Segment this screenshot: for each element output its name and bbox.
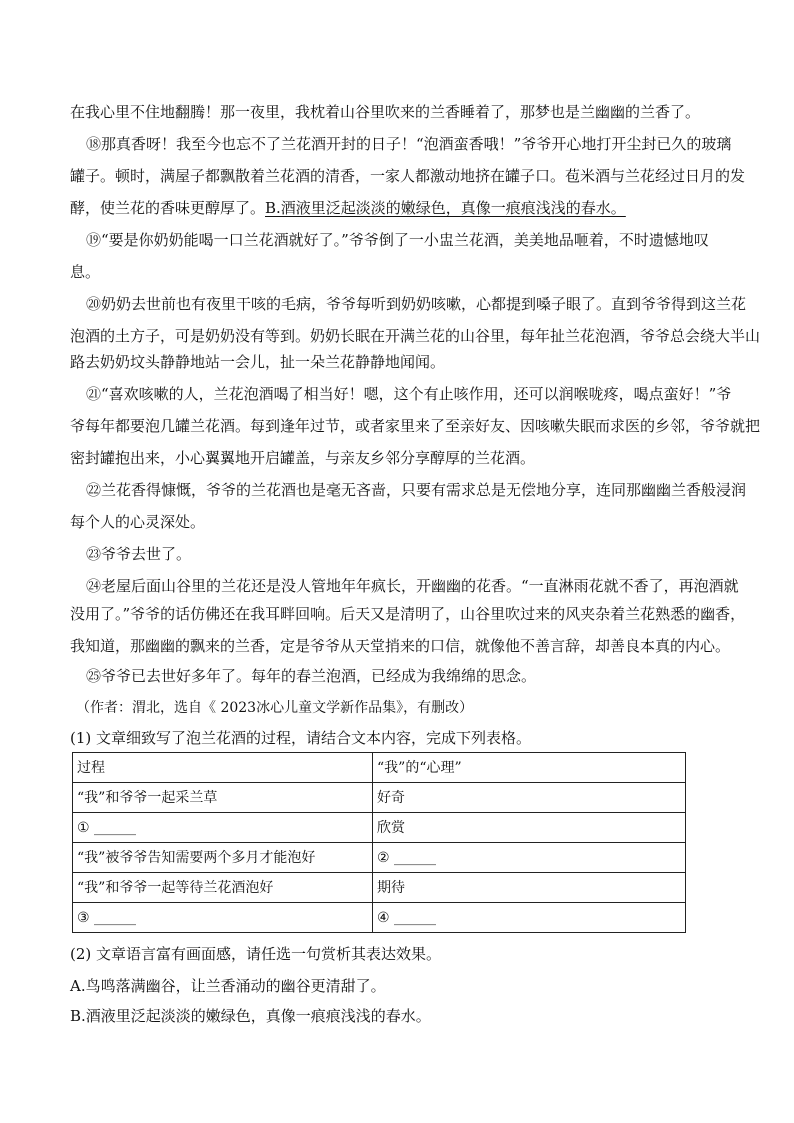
paragraph-21-line: 爷每年都要泡几罐兰花酒。每到逢年过节，或者家里来了至亲好友、因咳嗽失眠而求医的乡邻，爷爷就把	[70, 417, 761, 435]
paragraph-19-line: 息。	[70, 263, 101, 281]
paragraph-18-line	[70, 198, 626, 218]
underlined-sentence-b: B.酒液里泛起淡淡的嫩绿色，真像一痕痕浅浅的春水。	[265, 199, 626, 217]
table-cell: “我”和爷爷一起等待兰花酒泡好	[73, 873, 373, 903]
paragraph-22-line: 每个人的心灵深处。	[70, 513, 206, 531]
option-a: A.鸟鸣落满幽谷，让兰香涌动的幽谷更清甜了。	[70, 977, 386, 995]
paragraph-line: 在我心里不住地翻腾！那一夜里，我枕着山谷里吹来的兰香睡着了，那梦也是兰幽幽的兰香了。	[70, 103, 701, 121]
table-header-row	[73, 753, 686, 783]
paragraph-18-line: ⑱那真香呀！我至今也忘不了兰花酒开封的日子！“泡酒蛮香哦！”爷爷开心地打开尘封已久的玻璃	[86, 135, 732, 153]
source-note: （作者：渭北，选自《 2023冰心儿童文学新作品集》，有删改）	[76, 700, 474, 716]
table-header-cell: “我”的“心理”	[373, 753, 686, 783]
question-1-prompt: (1) 文章细致写了泡兰花酒的过程，请结合文本内容，完成下列表格。	[70, 729, 532, 747]
paragraph-22-line: ㉒兰花香得慷慨，爷爷的兰花酒也是毫无吝啬，只要有需求总是无偿地分享，连同那幽幽兰香般浸润	[86, 481, 747, 499]
paragraph-23-line: ㉓爷爷去世了。	[86, 545, 192, 563]
table-cell-blank[interactable]: ① ______	[73, 813, 373, 843]
table-cell: “我”被爷爷告知需要两个多月才能泡好	[73, 843, 373, 873]
paragraph-20-line: 路去奶奶坟头静静地站一会儿，扯一朵兰花静静地闻闻。	[70, 353, 446, 371]
paragraph-21-line: ㉑“喜欢咳嗽的人，兰花泡酒喝了相当好！嗯，这个有止咳作用，还可以润喉咙疼，喝点蛮好！”爷	[86, 385, 732, 403]
paragraph-20-line: ⑳奶奶去世前也有夜里干咳的毛病，爷爷每听到奶奶咳嗽，心都提到嗓子眼了。直到爷爷得到这兰花	[86, 295, 747, 313]
paragraph-21-line: 密封罐抱出来，小心翼翼地开启罐盖，与亲友乡邻分享醇厚的兰花酒。	[70, 449, 536, 467]
paragraph-24-line: 没用了。”爷爷的话仿佛还在我耳畔回响。后天又是清明了，山谷里吹过来的风夹杂着兰花熟悉的幽香，	[70, 605, 746, 623]
table-cell-blank[interactable]: ④ ______	[373, 903, 686, 933]
table-cell: 好奇	[373, 783, 686, 813]
table-cell: 欣赏	[373, 813, 686, 843]
table-row	[73, 873, 686, 903]
paragraph-25-line: ㉕爷爷已去世好多年了。每年的春兰泡酒，已经成为我绵绵的思念。	[86, 667, 537, 685]
table-header-cell: 过程	[73, 753, 373, 783]
table-cell-blank[interactable]: ② ______	[373, 843, 686, 873]
table-cell: 期待	[373, 873, 686, 903]
paragraph-text: 酵，使兰花的香味更醇厚了。	[70, 199, 266, 217]
table-row	[73, 843, 686, 873]
table-row	[73, 903, 686, 933]
table-cell-blank[interactable]: ③ ______	[73, 903, 373, 933]
paragraph-18-line: 罐子。顿时，满屋子都飘散着兰花酒的清香，一家人都激动地挤在罐子口。苞米酒与兰花经过日月的发	[70, 167, 746, 185]
table-row	[73, 813, 686, 843]
table-cell: “我”和爷爷一起采兰草	[73, 783, 373, 813]
paragraph-24-line: 我知道，那幽幽的飘来的兰香，定是爷爷从天堂捎来的口信，就像他不善言辞，却善良本真的内心。	[70, 637, 731, 655]
question-2-prompt: (2) 文章语言富有画面感，请任选一句赏析其表达效果。	[70, 945, 442, 963]
paragraph-19-line: ⑲“要是你奶奶能喝一口兰花酒就好了。”爷爷倒了一小盅兰花酒，美美地品咂着，不时遗憾地叹	[86, 231, 709, 249]
paragraph-20-line: 泡酒的土方子，可是奶奶没有等到。奶奶长眠在开满兰花的山谷里，每年扯兰花泡酒，爷爷总会绕大半山	[70, 327, 761, 345]
answer-table	[72, 752, 686, 933]
table-row	[73, 783, 686, 813]
option-b: B.酒液里泛起淡淡的嫩绿色，真像一痕痕浅浅的春水。	[70, 1007, 431, 1025]
paragraph-24-line: ㉔老屋后面山谷里的兰花还是没人管地年年疯长，开幽幽的花香。“一直淋雨花就不香了，再泡酒就	[86, 577, 739, 595]
